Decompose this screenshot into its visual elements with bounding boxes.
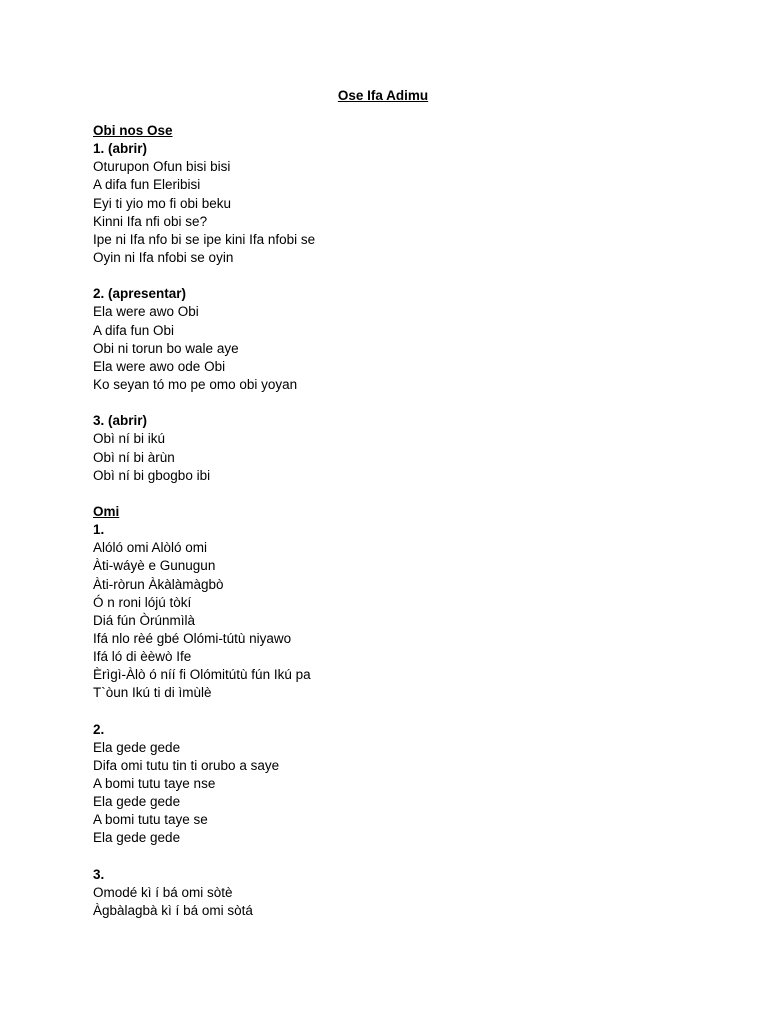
verse-line: Ela gede gede bbox=[93, 739, 181, 755]
verse-line: Kinni Ifa nfi obi se? bbox=[93, 213, 208, 229]
verse-line: Alóló omi Alòló omi bbox=[93, 540, 208, 556]
verse-line: Difa omi tutu tin ti orubo a saye bbox=[93, 757, 280, 773]
verse-line: Omodé kì í bá omi sòtè bbox=[93, 884, 233, 900]
verse-line: A bomi tutu taye nse bbox=[93, 776, 216, 792]
verse-label: 3. bbox=[93, 866, 105, 882]
verse-line: Obì ní bi ikú bbox=[93, 431, 166, 447]
verse-line: Àgbàlagbà kì í bá omi sòtá bbox=[93, 903, 253, 919]
document-title: Ose Ifa Adimu bbox=[337, 88, 429, 103]
verse-omi-3 bbox=[93, 866, 713, 920]
verse-line: Ipe ni Ifa nfo bi se ipe kini Ifa nfobi se bbox=[93, 231, 316, 247]
verse-line: Eyi ti yio mo fi obi beku bbox=[93, 195, 232, 211]
section-heading-omi: Omi bbox=[93, 503, 120, 519]
document-body bbox=[93, 122, 713, 920]
verse-line: Ifá ló di èèwò Ife bbox=[93, 649, 192, 665]
verse-line: Àti-wáyè e Gunugun bbox=[93, 558, 216, 574]
verse-line: Obì ní bi àrùn bbox=[93, 449, 175, 465]
verse-line: Ela gede gede bbox=[93, 794, 181, 810]
verse-line: Àti-ròrun Àkàlàmàgbò bbox=[93, 576, 224, 592]
verse-line: A bomi tutu taye se bbox=[93, 812, 208, 828]
verse-line: Ko seyan tó mo pe omo obi yoyan bbox=[93, 376, 298, 392]
verse-line: Ela gede gede bbox=[93, 830, 181, 846]
section-obi bbox=[93, 122, 713, 503]
verse-label: 3. (abrir) bbox=[93, 413, 148, 429]
verse-label: 1. (abrir) bbox=[93, 141, 148, 157]
verse-line: Obì ní bi gbogbo ibi bbox=[93, 467, 211, 483]
verse-obi-2 bbox=[93, 285, 713, 394]
verse-line: Oturupon Ofun bisi bisi bbox=[93, 159, 231, 175]
verse-line: Diá fún Òrúnmìlà bbox=[93, 612, 196, 628]
verse-obi-1 bbox=[93, 140, 713, 267]
verse-label: 1. bbox=[93, 522, 105, 538]
section-omi bbox=[93, 503, 713, 920]
verse-line: Èrìgì-Àlò ó níí fi Olómitútù fún Ikú pa bbox=[93, 667, 311, 683]
section-heading-obi: Obi nos Ose bbox=[93, 123, 173, 138]
verse-line: A difa fun Obi bbox=[93, 322, 175, 338]
verse-omi-1 bbox=[93, 521, 713, 702]
verse-obi-3 bbox=[93, 412, 713, 485]
verse-line: Ela were awo Obi bbox=[93, 304, 199, 320]
verse-line: Obi ni torun bo wale aye bbox=[93, 340, 239, 356]
verse-omi-2 bbox=[93, 721, 713, 848]
verse-label: 2. bbox=[93, 721, 105, 737]
verse-line: Oyin ni Ifa nfobi se oyin bbox=[93, 249, 234, 265]
verse-line: Ela were awo ode Obi bbox=[93, 358, 226, 374]
verse-line: Ó n roni lójú tòkí bbox=[93, 594, 192, 610]
verse-line: A difa fun Eleribisi bbox=[93, 177, 201, 193]
verse-line: Ifá nlo rèé gbé Olómi-tútù niyawo bbox=[93, 630, 292, 646]
verse-line: T`òun Ikú ti di ìmùlè bbox=[93, 685, 212, 701]
verse-label: 2. (apresentar) bbox=[93, 286, 187, 302]
